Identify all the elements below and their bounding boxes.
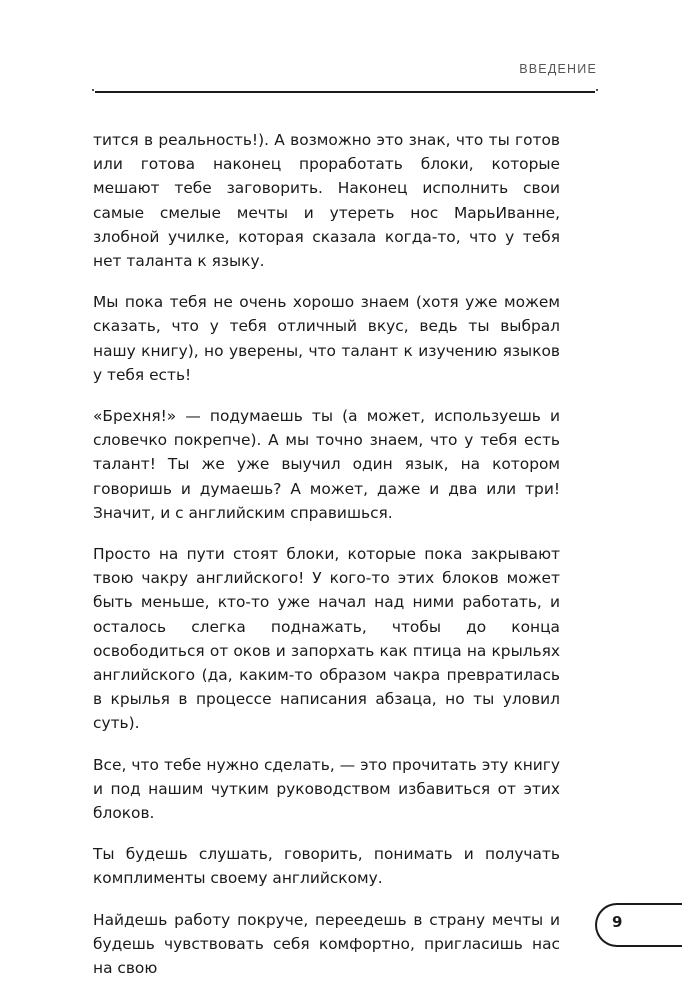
paragraph-3: «Брехня!» — подумаешь ты (а может, используешь и словечко покрепче). А мы точно знаем, что у тебя есть талант! Ты же уже выучил один язык, на котором говоришь и думаешь? А может, даже и два или три! Значит, и с английским справишься. bbox=[93, 407, 560, 522]
header-rule bbox=[95, 91, 595, 93]
header-rule-dot-left bbox=[92, 89, 94, 91]
paragraph-7: Найдешь работу покруче, переедешь в страну мечты и будешь чувствовать себя комфортно, пригласишь нас на свою bbox=[93, 910, 560, 978]
header-rule-dot-right bbox=[596, 89, 598, 91]
page-tab-dot-bottom bbox=[591, 935, 594, 938]
paragraph-6: Ты будешь слушать, говорить, понимать и получать комплименты своему английскому. bbox=[93, 845, 560, 888]
page-body-text bbox=[93, 128, 560, 997]
paragraph-5: Все, что тебе нужно сделать, — это прочитать эту книгу и под нашим чутким руководством избавиться от этих блоков. bbox=[93, 755, 560, 823]
paragraph-4: Просто на пути стоят блоки, которые пока закрывают твою чакру английского! У кого-то этих блоков может быть меньше, кто-то уже начал над ними работать, и осталось слегка поднажать, чтобы до конца освободиться от оков и запорхать как птица на крыльях английского (да, каким-то образом чакра превратилась в крылья в процессе написания абзаца, но ты уловил суть). bbox=[93, 545, 560, 733]
running-header-title: ВВЕДЕНИЕ bbox=[519, 62, 597, 76]
paragraph-2: Мы пока тебя не очень хорошо знаем (хотя уже можем сказать, что у тебя отличный вкус, ведь ты выбрал нашу книгу), но уверены, что талант к изучению языков у тебя есть! bbox=[93, 293, 560, 384]
paragraph-1: тится в реальность!). А возможно это знак, что ты готов или готова наконец проработать блоки, которые мешают тебе заговорить. Наконец исполнить свои самые смелые мечты и утереть нос МарьИванне, злобной училке, которая сказала когда-то, что у тебя нет таланта к языку. bbox=[93, 131, 560, 271]
page-number-tab bbox=[595, 903, 682, 947]
page-number: 9 bbox=[612, 913, 623, 931]
page-tab-dot-top bbox=[591, 912, 594, 915]
